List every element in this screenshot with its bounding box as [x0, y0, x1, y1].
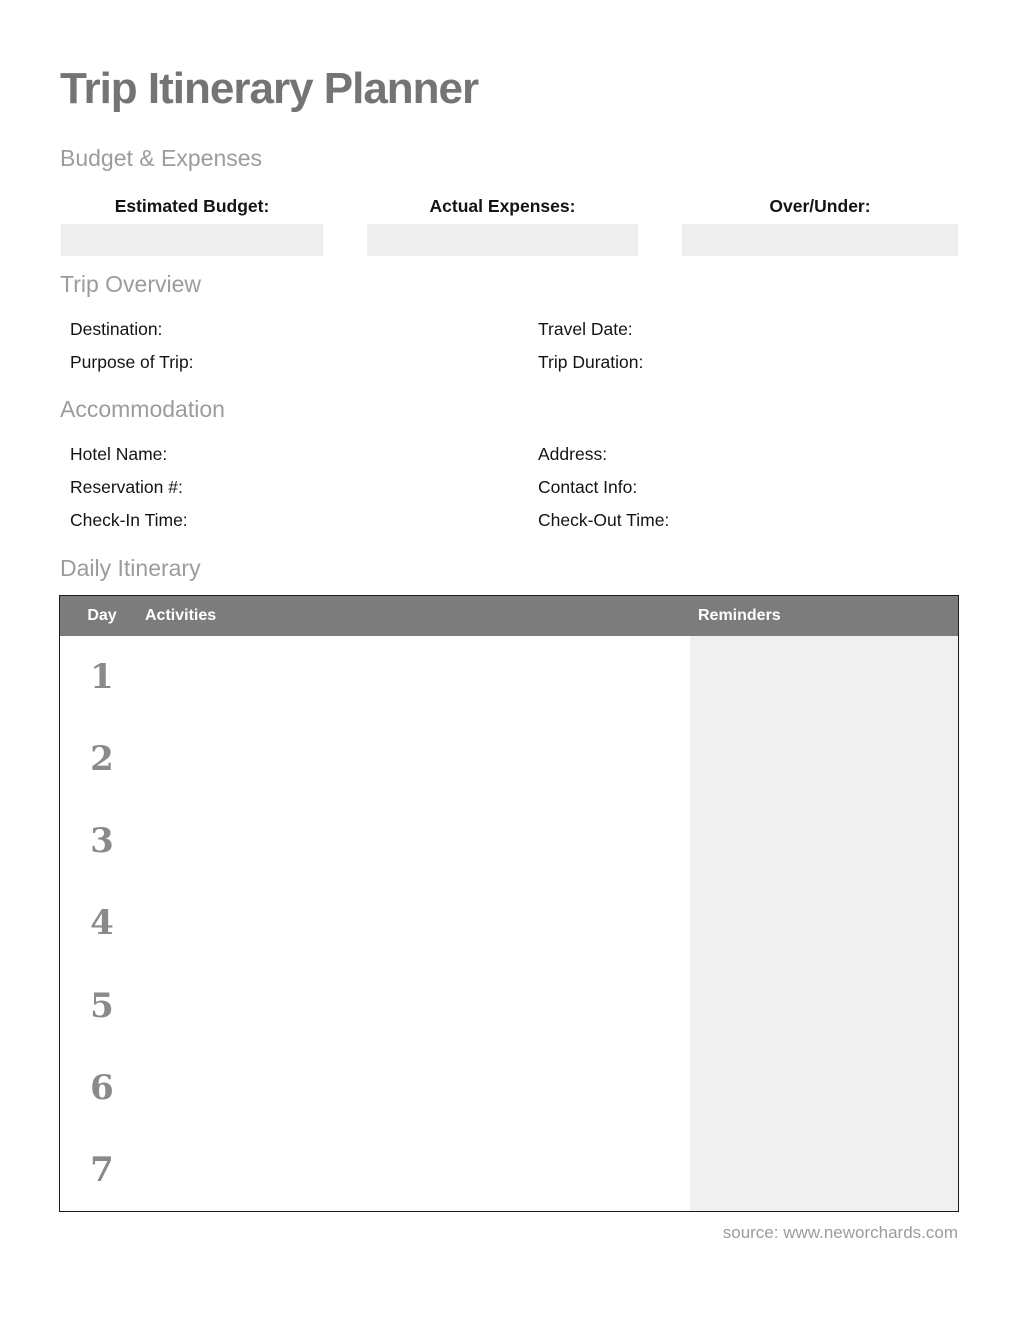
source-attribution: source: www.neworchards.com [722, 1223, 958, 1242]
address-label: Address: [538, 444, 608, 464]
reminders-cell[interactable] [690, 1129, 958, 1211]
reminders-cell[interactable] [690, 1047, 958, 1129]
activities-cell[interactable] [144, 718, 690, 800]
activities-cell[interactable] [144, 800, 690, 882]
table-row [60, 800, 958, 882]
activities-cell[interactable] [144, 882, 690, 964]
estimated-budget-field [61, 196, 323, 256]
over-under-label: Over/Under: [769, 196, 871, 216]
budget-fields-row [0, 196, 1020, 256]
purpose-of-trip-label: Purpose of Trip: [70, 352, 194, 372]
over-under-input[interactable] [682, 224, 958, 256]
reminders-cell[interactable] [690, 636, 958, 718]
activities-column-header: Activities [145, 607, 217, 624]
estimated-budget-input[interactable] [61, 224, 323, 256]
check-in-time-label: Check-In Time: [70, 510, 188, 530]
day-number: 7 [90, 1149, 114, 1190]
reminders-cell[interactable] [690, 882, 958, 964]
day-column-header: Day [87, 607, 117, 624]
table-row [60, 882, 958, 964]
trip-duration-label: Trip Duration: [538, 352, 644, 372]
day-number: 4 [90, 903, 114, 944]
activities-cell[interactable] [144, 636, 690, 718]
hotel-name-label: Hotel Name: [70, 444, 168, 464]
day-number: 3 [90, 821, 114, 862]
trip-overview-heading: Trip Overview [60, 271, 201, 297]
table-row [60, 636, 958, 718]
daily-itinerary-heading: Daily Itinerary [60, 555, 201, 581]
reminders-cell[interactable] [690, 965, 958, 1047]
table-row [60, 1047, 958, 1129]
actual-expenses-label: Actual Expenses: [429, 196, 576, 216]
destination-label: Destination: [70, 319, 163, 339]
budget-section-heading: Budget & Expenses [60, 145, 263, 171]
accommodation-fields [70, 444, 960, 530]
day-number: 2 [90, 739, 114, 780]
reminders-cell[interactable] [690, 800, 958, 882]
reservation-number-label: Reservation #: [70, 477, 183, 497]
actual-expenses-input[interactable] [367, 224, 638, 256]
page-title: Trip Itinerary Planner [60, 64, 479, 113]
day-number: 5 [90, 985, 114, 1026]
estimated-budget-label: Estimated Budget: [114, 196, 270, 216]
travel-date-label: Travel Date: [538, 319, 633, 339]
actual-expenses-field [367, 196, 638, 256]
check-out-time-label: Check-Out Time: [538, 510, 670, 530]
table-row [60, 718, 958, 800]
reminders-column-header: Reminders [698, 607, 781, 624]
activities-cell[interactable] [144, 1129, 690, 1211]
trip-overview-fields [70, 319, 960, 372]
daily-itinerary-table [59, 595, 959, 1212]
activities-cell[interactable] [144, 1047, 690, 1129]
over-under-field [682, 196, 958, 256]
activities-cell[interactable] [144, 965, 690, 1047]
contact-info-label: Contact Info: [538, 477, 638, 497]
itinerary-table-body [60, 636, 958, 1211]
itinerary-table-header [60, 596, 958, 636]
day-number: 6 [90, 1067, 114, 1108]
accommodation-heading: Accommodation [60, 396, 225, 422]
reminders-cell[interactable] [690, 718, 958, 800]
table-row [60, 965, 958, 1047]
table-row [60, 1129, 958, 1211]
day-number: 1 [90, 657, 114, 698]
